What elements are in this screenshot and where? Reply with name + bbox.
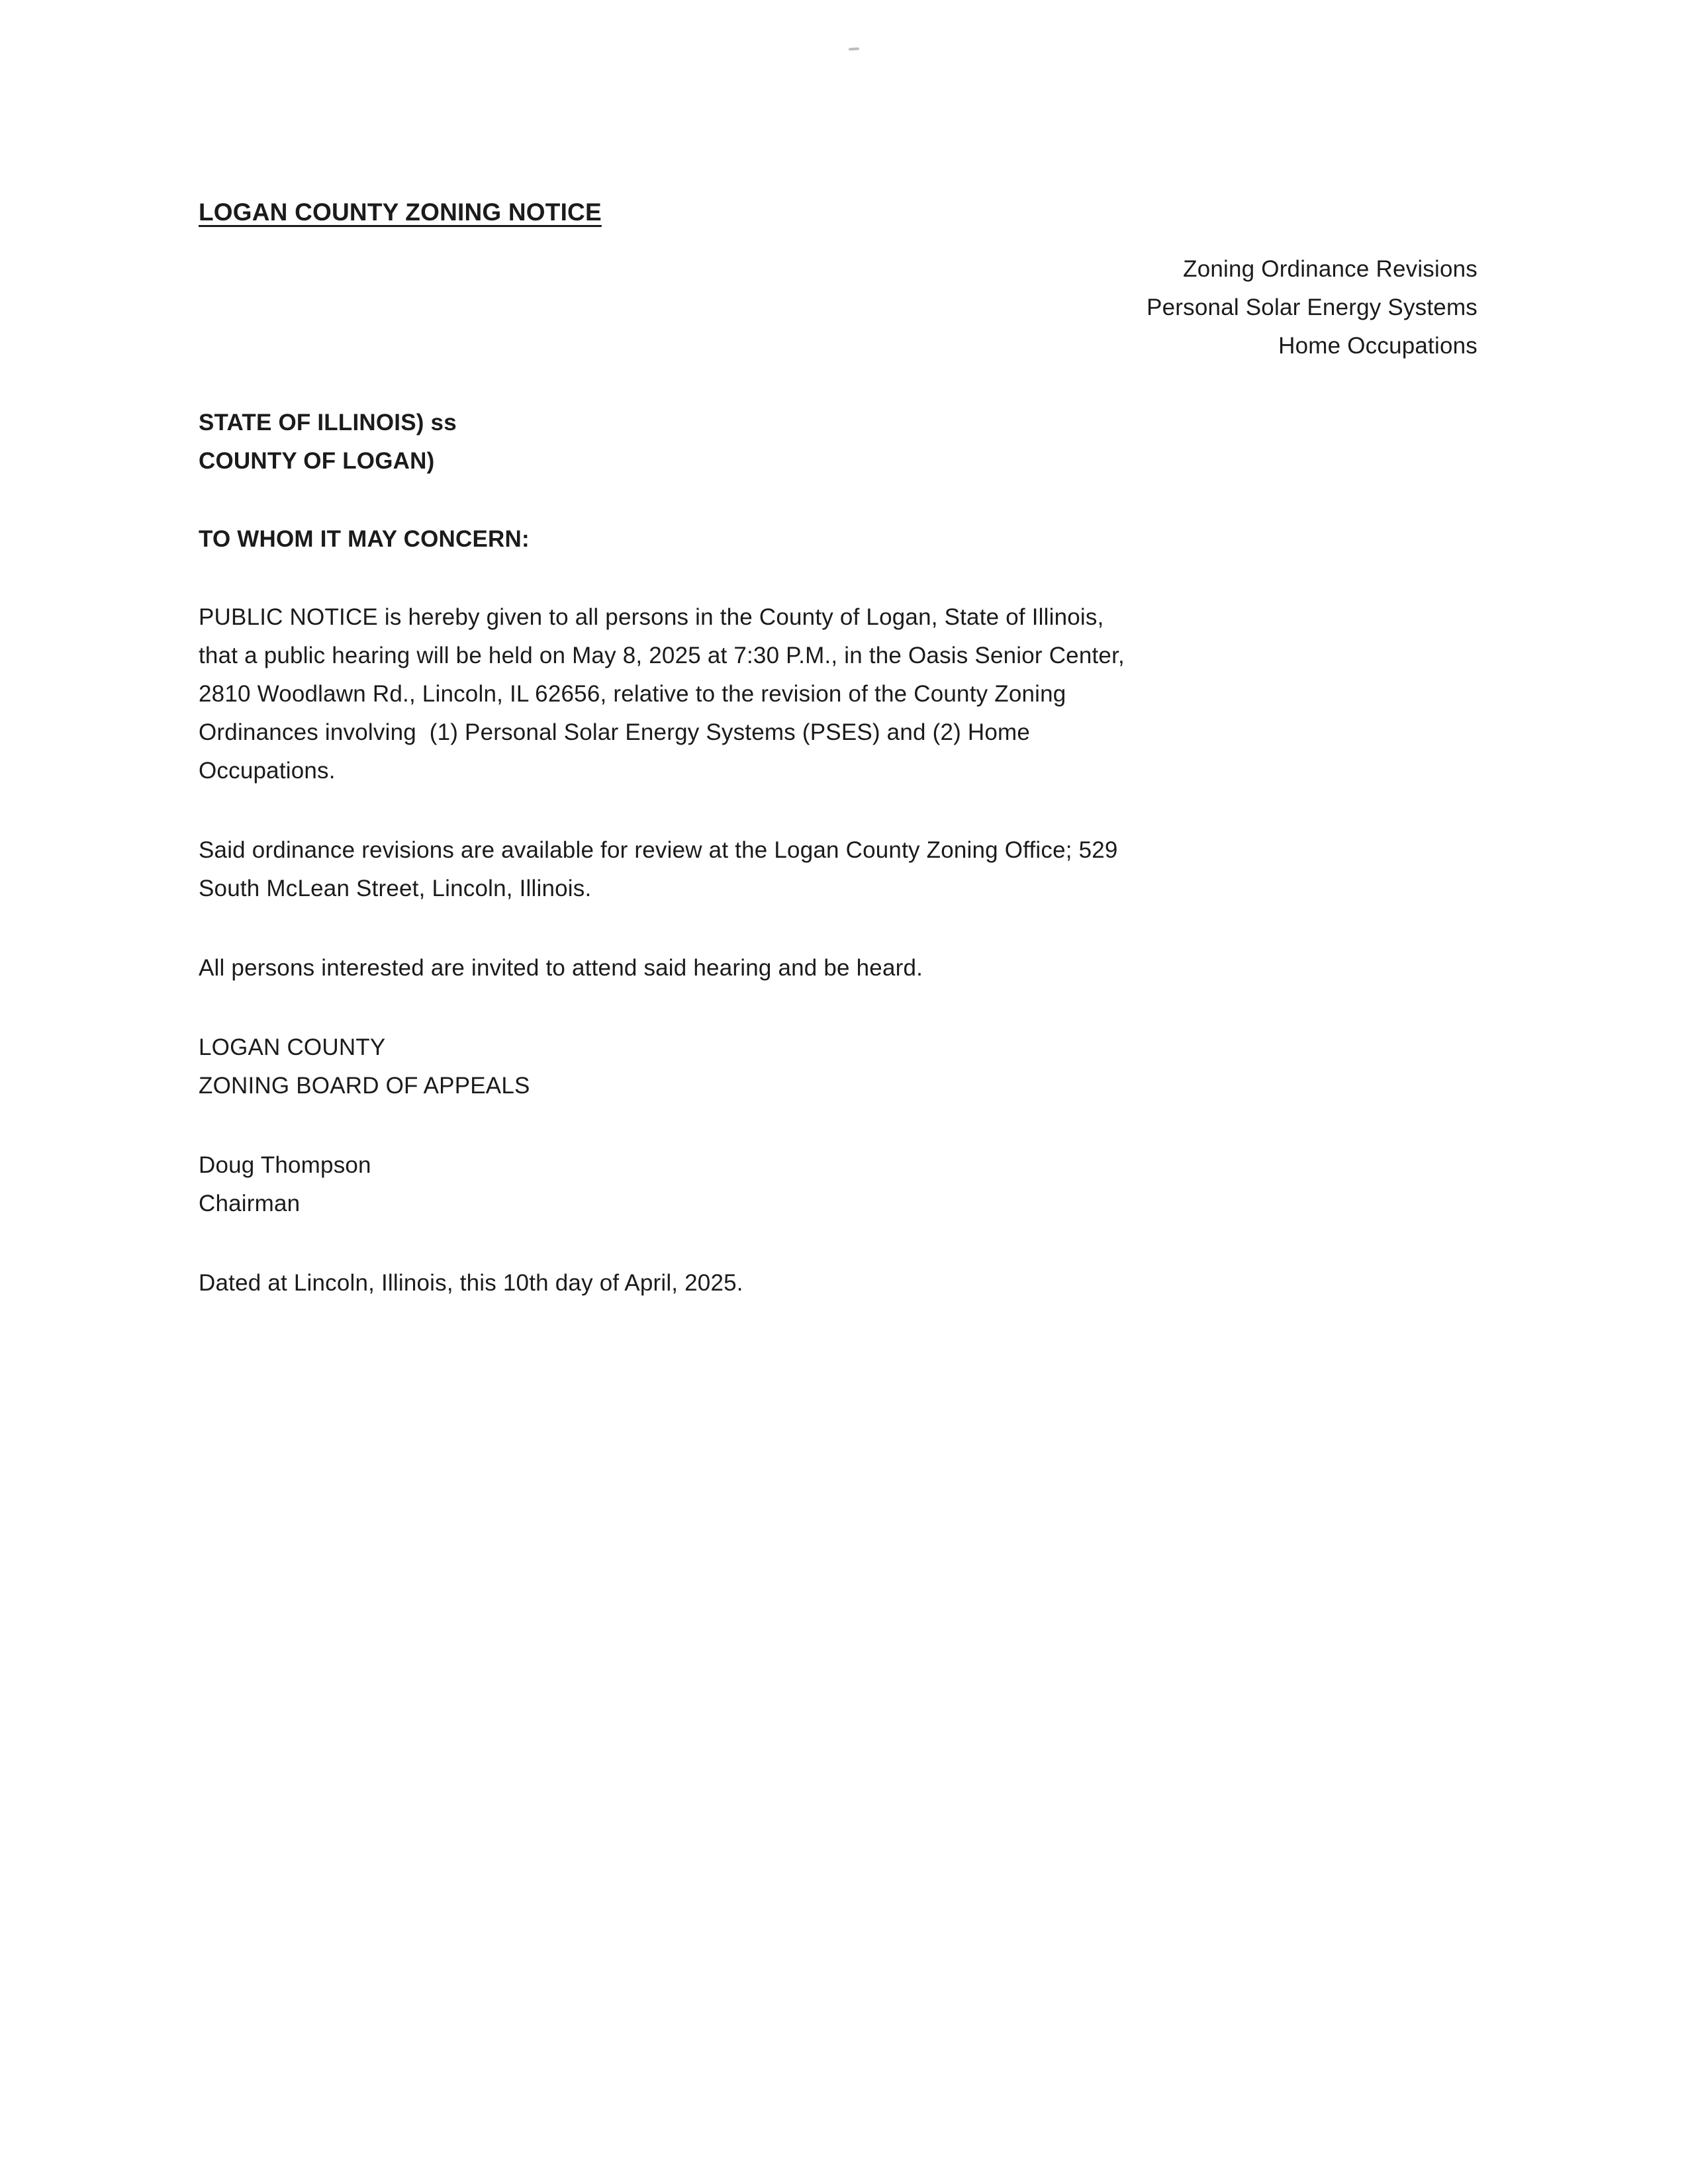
- paragraph-line: Said ordinance revisions are available for review at the Logan County Zoning Office; 529: [199, 837, 1118, 863]
- state-line: STATE OF ILLINOIS) ss: [199, 410, 457, 435]
- signature-organization: [199, 1028, 1477, 1105]
- document-title: LOGAN COUNTY ZONING NOTICE: [199, 199, 602, 226]
- paragraph-line: Occupations.: [199, 758, 336, 784]
- dated-line: Dated at Lincoln, Illinois, this 10th day of April, 2025.: [199, 1270, 743, 1296]
- subject-line: Zoning Ordinance Revisions: [1183, 256, 1477, 282]
- state-county-block: [199, 404, 1477, 480]
- subject-line: Personal Solar Energy Systems: [1147, 295, 1477, 320]
- salutation: TO WHOM IT MAY CONCERN:: [199, 526, 530, 552]
- signatory-title: Chairman: [199, 1191, 301, 1216]
- paragraph-line: South McLean Street, Lincoln, Illinois.: [199, 876, 592, 901]
- signatory-block: [199, 1146, 1477, 1223]
- paragraph-line: Ordinances involving (1) Personal Solar Energy Systems (PSES) and (2) Home: [199, 719, 1031, 745]
- county-line: COUNTY OF LOGAN): [199, 448, 435, 474]
- organization-line: ZONING BOARD OF APPEALS: [199, 1073, 530, 1099]
- subject-line: Home Occupations: [1278, 333, 1477, 359]
- paragraph-line: All persons interested are invited to attend said hearing and be heard.: [199, 955, 923, 981]
- invitation-paragraph: [199, 949, 1477, 987]
- signatory-name: Doug Thompson: [199, 1152, 371, 1178]
- review-location-paragraph: [199, 831, 1477, 908]
- paragraph-line: PUBLIC NOTICE is hereby given to all persons in the County of Logan, State of Illinois,: [199, 604, 1104, 630]
- paragraph-line: 2810 Woodlawn Rd., Lincoln, IL 62656, relative to the revision of the County Zoning: [199, 681, 1066, 707]
- public-notice-paragraph: [199, 598, 1477, 790]
- subject-block: [199, 250, 1477, 365]
- organization-line: LOGAN COUNTY: [199, 1034, 386, 1060]
- paragraph-line: that a public hearing will be held on May 8, 2025 at 7:30 P.M., in the Oasis Senior Center,: [199, 643, 1125, 668]
